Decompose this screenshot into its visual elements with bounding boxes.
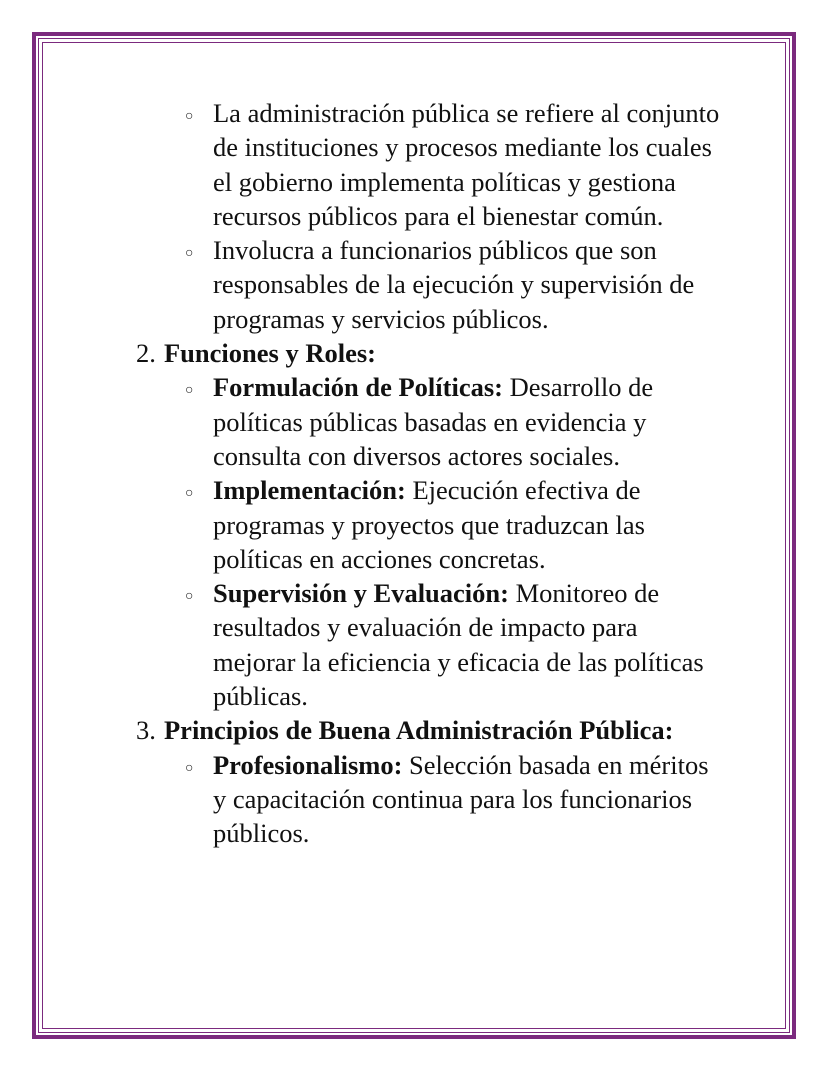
section-heading: Funciones y Roles: bbox=[164, 338, 376, 369]
intro-list bbox=[136, 96, 726, 336]
item-text: Selección basada en méritos y capacitación continua para los funcionarios públicos. bbox=[213, 749, 709, 849]
item-text: Monitoreo de resultados y evaluación de impacto para mejorar la eficiencia y eficacia de las políticas públicas. bbox=[213, 578, 704, 712]
item-text: Desarrollo de políticas públicas basadas en evidencia y consulta con diversos actores sociales. bbox=[213, 372, 654, 471]
list-item bbox=[185, 748, 726, 851]
item-term: Implementación: bbox=[213, 475, 406, 506]
list-item-text: Involucra a funcionarios públicos que son responsables de la ejecución y supervisión de programas y servicios públicos. bbox=[213, 235, 695, 334]
document-body bbox=[136, 96, 726, 851]
section-number: 2. bbox=[136, 338, 156, 369]
section-principios bbox=[136, 713, 726, 747]
list-item bbox=[185, 233, 726, 336]
section-heading: Principios de Buena Administración Pública: bbox=[164, 715, 674, 746]
section-funciones bbox=[136, 336, 726, 370]
item-text: Ejecución efectiva de programas y proyectos que traduzcan las políticas en acciones concretas. bbox=[213, 475, 645, 574]
list-item-text: La administración pública se refiere al conjunto de instituciones y procesos mediante los cuales el gobierno implementa políticas y gestiona recursos públicos para el bienestar común. bbox=[213, 98, 720, 231]
circle-bullet-icon: ○ bbox=[185, 486, 194, 502]
funciones-list bbox=[136, 370, 726, 713]
principios-list bbox=[136, 748, 726, 851]
list-item bbox=[185, 370, 726, 473]
list-item bbox=[185, 96, 726, 233]
circle-bullet-icon: ○ bbox=[185, 589, 194, 605]
item-term: Supervisión y Evaluación: bbox=[213, 578, 509, 609]
circle-bullet-icon: ○ bbox=[185, 383, 194, 399]
item-term: Formulación de Políticas: bbox=[213, 372, 503, 403]
circle-bullet-icon: ○ bbox=[185, 109, 194, 124]
circle-bullet-icon: ○ bbox=[185, 760, 194, 776]
section-number: 3. bbox=[136, 715, 156, 746]
item-term: Profesionalismo: bbox=[213, 749, 403, 780]
circle-bullet-icon: ○ bbox=[185, 246, 194, 262]
list-item bbox=[185, 473, 726, 576]
list-item bbox=[185, 576, 726, 713]
